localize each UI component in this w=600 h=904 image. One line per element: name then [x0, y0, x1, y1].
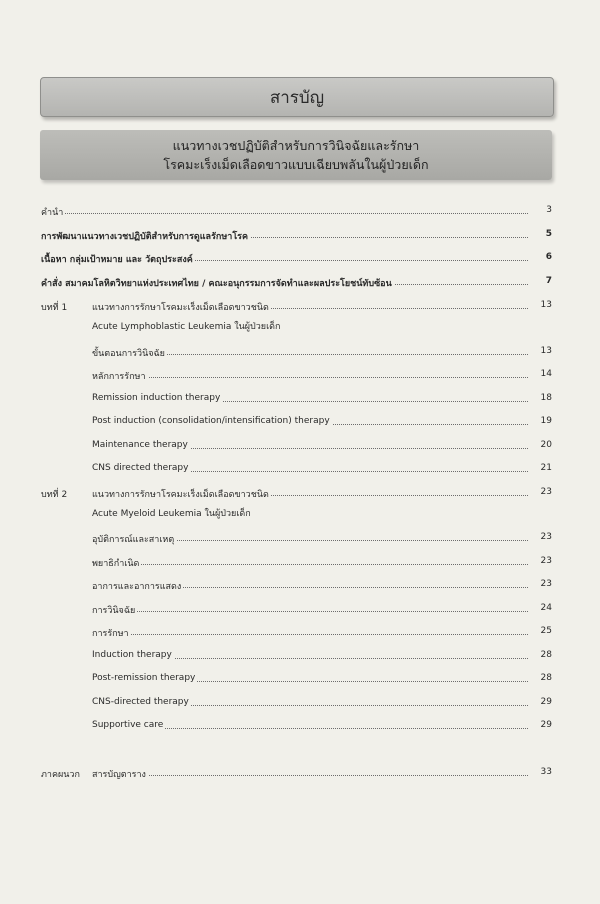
toc-page-number: 5 [528, 229, 552, 239]
toc-page-number: 13 [528, 346, 552, 356]
toc-entry-post-induction[interactable] [0, 416, 600, 432]
toc-page-number: 20 [528, 440, 552, 450]
toc-entry-remission-induction[interactable] [0, 393, 600, 409]
toc-entry-guideline-development[interactable] [0, 229, 600, 245]
toc-entry-text: Supportive care [92, 720, 164, 730]
toc-page-number: 23 [528, 579, 552, 589]
leader-dots [92, 775, 552, 776]
toc-entry-text: ขั้นตอนการวินิจฉัย [92, 346, 167, 360]
toc-page-number: 13 [528, 300, 552, 310]
toc-title-bar [40, 77, 554, 117]
toc-entry-induction[interactable] [0, 650, 600, 666]
toc-page-number: 23 [528, 487, 552, 497]
toc-page-number: 28 [528, 650, 552, 660]
chapter-label: บทที่ 1 [41, 303, 68, 313]
toc-page-number: 33 [528, 767, 552, 777]
toc-entry-content-objectives[interactable] [0, 252, 600, 268]
toc-entry-text: อุบัติการณ์และสาเหตุ [92, 532, 176, 546]
toc-entry-chapter-2[interactable] [0, 487, 600, 503]
toc-entry-text: CNS directed therapy [92, 463, 189, 473]
toc-entry-text: สารบัญตาราง [92, 767, 148, 781]
leader-dots [92, 611, 552, 612]
toc-page-number: 29 [528, 697, 552, 707]
page-title: สารบัญ [269, 87, 325, 108]
leader-dots [92, 377, 552, 378]
toc-entry-text: Induction therapy [92, 650, 172, 660]
guideline-title-line2: โรคมะเร็งเม็ดเลือดขาวแบบเฉียบพลันในผู้ป่วยเด็ก [163, 157, 429, 172]
toc-page-number: 29 [528, 720, 552, 730]
toc-entry-incidence[interactable] [0, 532, 600, 548]
toc-entry-supportive-care[interactable] [0, 720, 600, 736]
toc-entry-pathogenesis[interactable] [0, 556, 600, 572]
toc-page-number: 21 [528, 463, 552, 473]
toc-entry-treatment[interactable] [0, 626, 600, 642]
toc-entry-chapter-1[interactable] [0, 300, 600, 316]
toc-entry-text: เนื้อหา กลุ่มเป้าหมาย และ วัตถุประสงค์ [41, 252, 195, 266]
toc-entry-text: แนวทางการรักษาโรคมะเร็งเม็ดเลือดขาวชนิด [92, 487, 271, 501]
toc-entry-text: พยาธิกำเนิด [92, 556, 141, 570]
toc-entry-text: อาการและอาการแสดง [92, 579, 183, 593]
toc-page-number: 24 [528, 603, 552, 613]
toc-page-number: 6 [528, 252, 552, 262]
toc-entry-text: Remission induction therapy [92, 393, 221, 403]
chapter-1-title-continuation: Acute Lymphoblastic Leukemia ในผู้ป่วยเด็ก [92, 322, 281, 332]
toc-entry-text: การวินิจฉัย [92, 603, 137, 617]
guideline-title-box [40, 130, 552, 180]
toc-entry-text: แนวทางการรักษาโรคมะเร็งเม็ดเลือดขาวชนิด [92, 300, 271, 314]
toc-entry-diagnosis[interactable] [0, 603, 600, 619]
toc-entry-text: หลักการรักษา [92, 369, 148, 383]
toc-entry-text: Maintenance therapy [92, 440, 188, 450]
toc-entry-appendix[interactable] [0, 767, 600, 783]
toc-page-number: 7 [528, 276, 552, 286]
toc-entry-text: Post induction (consolidation/intensification) therapy [92, 416, 330, 426]
toc-page-number: 25 [528, 626, 552, 636]
toc-entry-text: การรักษา [92, 626, 131, 640]
toc-page-number: 28 [528, 673, 552, 683]
toc-entry-treatment-principles[interactable] [0, 369, 600, 385]
toc-page-number: 18 [528, 393, 552, 403]
toc-entry-diagnosis-steps[interactable] [0, 346, 600, 362]
leader-dots [92, 564, 552, 565]
appendix-label: ภาคผนวก [41, 770, 80, 780]
toc-entry-committee-order[interactable] [0, 276, 600, 292]
leader-dots [41, 213, 552, 214]
chapter-label: บทที่ 2 [41, 490, 68, 500]
toc-entry-text: คำนำ [41, 205, 65, 219]
toc-entry-post-remission[interactable] [0, 673, 600, 689]
toc-entry-text: Post-remission therapy [92, 673, 196, 683]
toc-page-number: 3 [528, 205, 552, 215]
toc-entry-text: คำสั่ง สมาคมโลหิตวิทยาแห่งประเทศไทย / คณะอนุกรรมการจัดทำและผลประโยชน์ทับซ้อน [41, 276, 394, 290]
guideline-title-line1: แนวทางเวชปฏิบัติสำหรับการวินิจฉัยและรักษา [172, 138, 420, 153]
toc-entry-cns-directed[interactable] [0, 463, 600, 479]
leader-dots [92, 634, 552, 635]
toc-entry-text: CNS-directed therapy [92, 697, 189, 707]
toc-entry-text: การพัฒนาแนวทางเวชปฏิบัติสำหรับการดูแลรักษาโรค [41, 229, 250, 243]
toc-entry-maintenance[interactable] [0, 440, 600, 456]
toc-page-number: 14 [528, 369, 552, 379]
chapter-2-title-continuation: Acute Myeloid Leukemia ในผู้ป่วยเด็ก [92, 509, 251, 519]
toc-page-number: 23 [528, 556, 552, 566]
toc-entry-cns-directed-aml[interactable] [0, 697, 600, 713]
toc-page-number: 23 [528, 532, 552, 542]
toc-entry-preface[interactable] [0, 205, 600, 221]
toc-entry-symptoms[interactable] [0, 579, 600, 595]
toc-page-number: 19 [528, 416, 552, 426]
